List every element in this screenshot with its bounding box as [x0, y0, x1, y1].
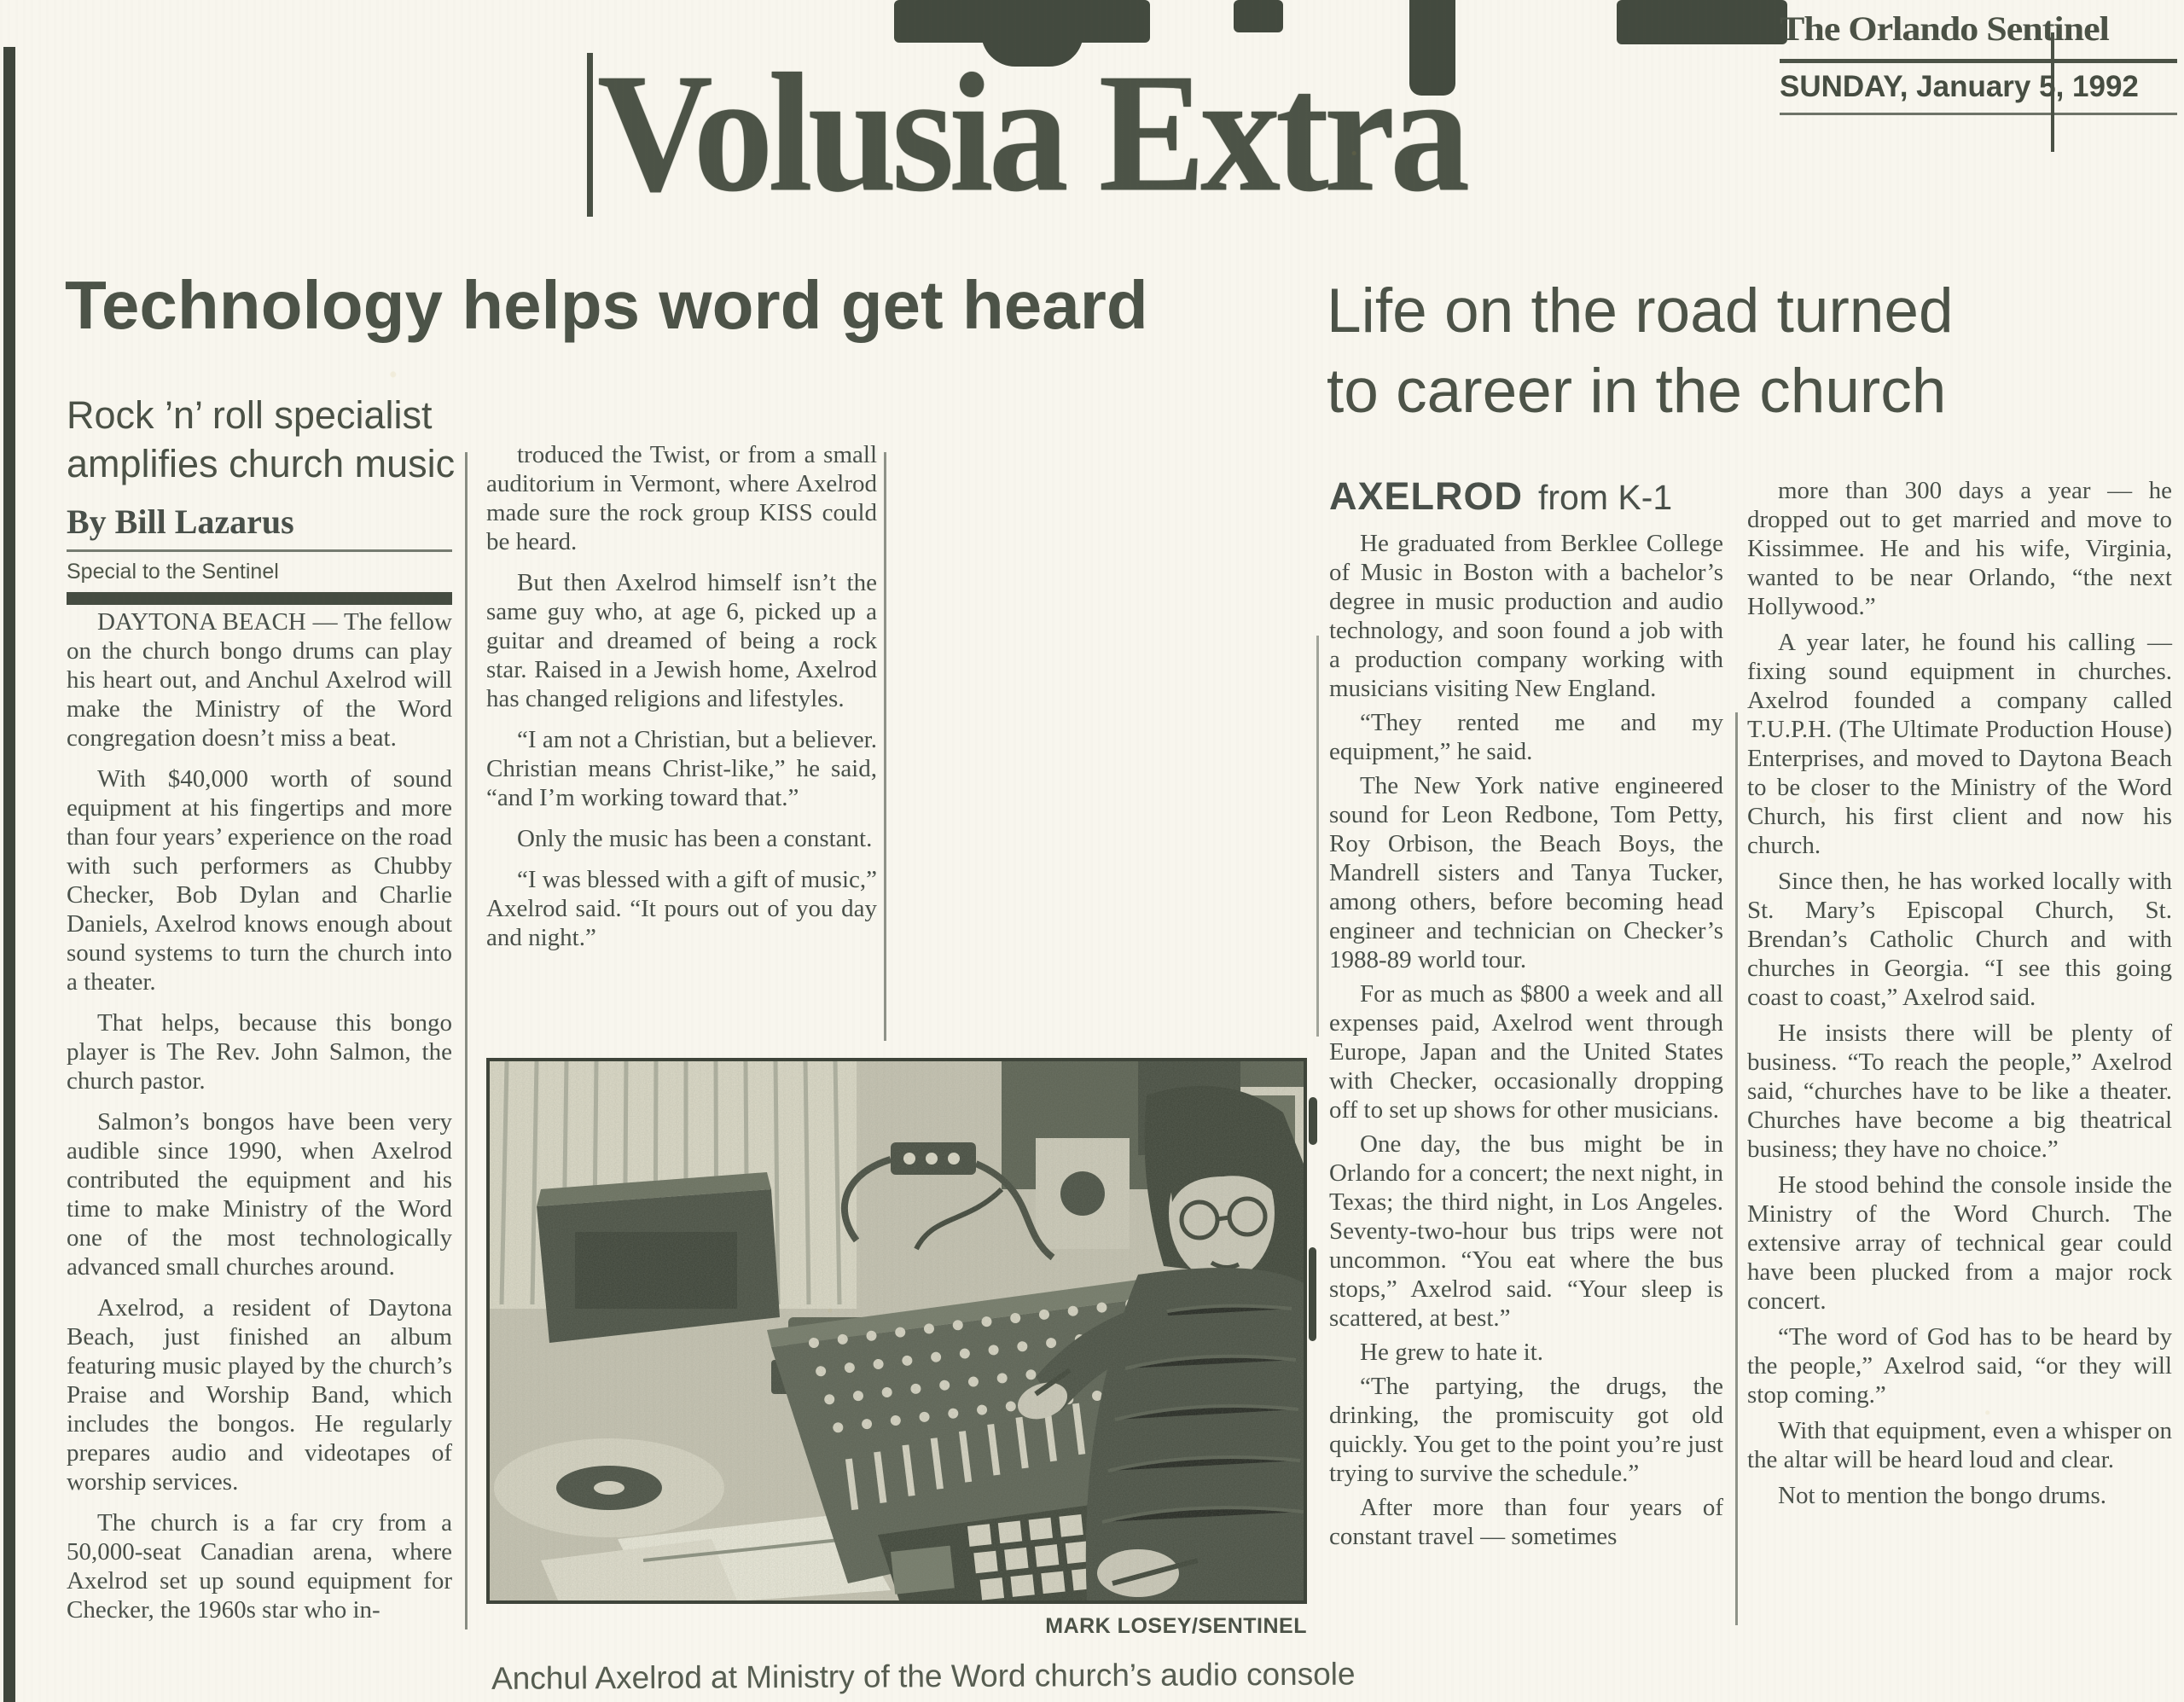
column-rule — [1316, 636, 1319, 1037]
article-paragraph: After more than four years of constant travel — sometimes — [1329, 1494, 1723, 1550]
newspaper-name: The Orlando Sentinel — [1780, 9, 2109, 49]
article-paragraph: Not to mention the bongo drums. — [1778, 1482, 2107, 1509]
left-article-headline: Technology helps word get heard — [65, 267, 1148, 343]
photo-credit: MARK LOSEY/SENTINEL — [1045, 1614, 1307, 1638]
issue-date: SUNDAY, January 5, 1992 — [1780, 70, 2139, 103]
article-paragraph: A year later, he found his calling — fixing sound equipment in churches. Axelrod founded a company called T.U.P.H. (The Ultimate Production House) Enterprises, and moved to Daytona Beach to be closer to the Ministry of the Word Church, his first client and now his church. — [1747, 629, 2172, 859]
article-paragraph: One day, the bus might be in Orlando for a concert; the next night, in Texas; the third night, in Los Angeles. Seventy-two-hour bus trips were not uncommon. “You eat where the bus stops,” Axelrod said. “Your sleep is scattered, at best.” — [1329, 1130, 1723, 1332]
article-paragraph: “I am not a Christian, but a believer. Christian means Christ-like,” he said, “and I’m working toward that.” — [486, 726, 877, 811]
article-paragraph: For as much as $800 a week and all expenses paid, Axelrod went through Europe, Japan and the United States with Checker, occasionally dropping off to set up shows for other musicians. — [1329, 980, 1723, 1124]
right-article-column-1 — [1329, 529, 1723, 1556]
column-rule — [884, 452, 886, 1041]
headline-line: to career in the church — [1327, 357, 1947, 426]
article-paragraph: troduced the Twist, or from a small auditorium in Vermont, where Axelrod made sure the rock group KISS could be heard. — [486, 441, 877, 555]
headline-line: Life on the road turned — [1327, 276, 1954, 346]
article-paragraph: Only the music has been a constant. — [517, 825, 873, 852]
article-paragraph: That helps, because this bongo player is The Rev. John Salmon, the church pastor. — [67, 1009, 452, 1095]
masthead-tick-rule — [587, 53, 593, 217]
scan-smudge — [1309, 1097, 1317, 1145]
article-paragraph: With that equipment, even a whisper on the altar will be heard loud and clear. — [1747, 1417, 2172, 1473]
article-paragraph: “The partying, the drugs, the drinking, the promiscuity got old quickly. You get to the point you’re just trying to survive the schedule.” — [1329, 1373, 1723, 1487]
left-article-column-2 — [486, 440, 877, 964]
nameplate-rule — [1780, 113, 2177, 115]
photo-caption: Anchul Axelrod at Ministry of the Word church’s audio console — [491, 1656, 1356, 1696]
article-paragraph: Since then, he has worked locally with St. Mary’s Episcopal Church, St. Brendan’s Catholic Church and with churches in Georgia. “I see this going coast to coast,” Axelrod said. — [1747, 868, 2172, 1011]
article-paragraph: He graduated from Berklee College of Music in Boston with a bachelor’s degree in music production and audio technology, and soon found a job with a production company working with musicians visiting New England. — [1329, 530, 1723, 702]
scan-smudge — [1309, 1247, 1316, 1341]
article-paragraph: The New York native engineered sound for Leon Redbone, Tom Petty, Roy Orbison, the Beach Boys, the Mandrell sisters and Tanya Tucker, among others, before becoming head engineer and technician on Checker’s 1988-89 world tour. — [1329, 772, 1723, 973]
article-paragraph: “The word of God has to be heard by the people,” Axelrod said, “or they will stop coming.” — [1747, 1323, 2172, 1409]
column-rule — [465, 452, 468, 1629]
right-article-headline — [1327, 271, 2094, 432]
jump-label: AXELROD — [1329, 474, 1524, 518]
byline-rule — [67, 549, 452, 552]
article-paragraph: But then Axelrod himself isn’t the same guy who, at age 6, picked up a guitar and dreamed of being a rock star. Raised in a Jewish home, Axelrod has changed religions and lifestyles. — [486, 569, 877, 712]
left-article-column-1 — [67, 607, 452, 1636]
article-paragraph: The church is a far cry from a 50,000-seat Canadian arena, where Axelrod set up sound equipment for Checker, the 1960s star who in- — [67, 1509, 452, 1624]
column-rule — [1735, 712, 1738, 1625]
article-paragraph: “They rented me and my equipment,” he said. — [1329, 709, 1723, 765]
article-paragraph: Axelrod, a resident of Daytona Beach, just finished an album featuring music played by the church’s Praise and Worship Band, which includes the bongos. He regularly prepares audio and videotapes of worship services. — [67, 1294, 452, 1496]
byline-tagline: Special to the Sentinel — [67, 560, 279, 584]
newspaper-nameplate — [1780, 9, 2177, 115]
jump-line — [1329, 474, 1672, 519]
subhead-line: Rock ’n’ roll specialist — [67, 393, 433, 437]
section-title: Volusia Extra — [597, 38, 1466, 227]
photo-illustration — [490, 1061, 1304, 1600]
article-paragraph: With $40,000 worth of sound equipment at his fingertips and more than four years’ experience on the road with such performers as Chubby Checker, Bob Dylan and Charlie Daniels, Axelrod knows enough about sound systems to turn the church into a theater. — [67, 765, 452, 996]
scan-smudge — [1234, 0, 1283, 32]
scan-edge-bar — [3, 47, 15, 1702]
article-paragraph: He insists there will be plenty of business. “To reach the people,” Axelrod said, “churches have to be like a theater. Churches have become a big theatrical business; they have no choice.” — [1747, 1019, 2172, 1163]
article-paragraph: DAYTONA BEACH — The fellow on the church bongo drums can play his heart out, and Anchul Axelrod will make the Ministry of the Word congregation doesn’t miss a beat. — [67, 608, 452, 752]
article-paragraph: more than 300 days a year — he dropped out to get married and move to Kissimmee. He and his wife, Virginia, wanted to be near Orlando, “the next Hollywood.” — [1747, 477, 2172, 620]
nameplate-rule — [1780, 59, 2177, 63]
jump-from: from K-1 — [1538, 478, 1673, 517]
article-paragraph: “I was blessed with a gift of music,” Axelrod said. “It pours out of you day and night.” — [486, 866, 878, 951]
right-article-column-2 — [1747, 476, 2172, 1517]
byline: By Bill Lazarus — [67, 502, 294, 541]
article-paragraph: Salmon’s bongos have been very audible since 1990, when Axelrod contributed the equipment and his time to make Ministry of the Word one of the most technologically advanced small churches around. — [67, 1108, 452, 1281]
article-paragraph: He grew to hate it. — [1360, 1339, 1544, 1366]
article-photo — [486, 1058, 1307, 1604]
byline-thick-rule — [67, 592, 452, 605]
article-paragraph: He stood behind the console inside the Ministry of the Word Church. The extensive array of technical gear could have been plucked from a major rock concert. — [1747, 1171, 2172, 1315]
subhead-line: amplifies church music — [67, 442, 456, 485]
